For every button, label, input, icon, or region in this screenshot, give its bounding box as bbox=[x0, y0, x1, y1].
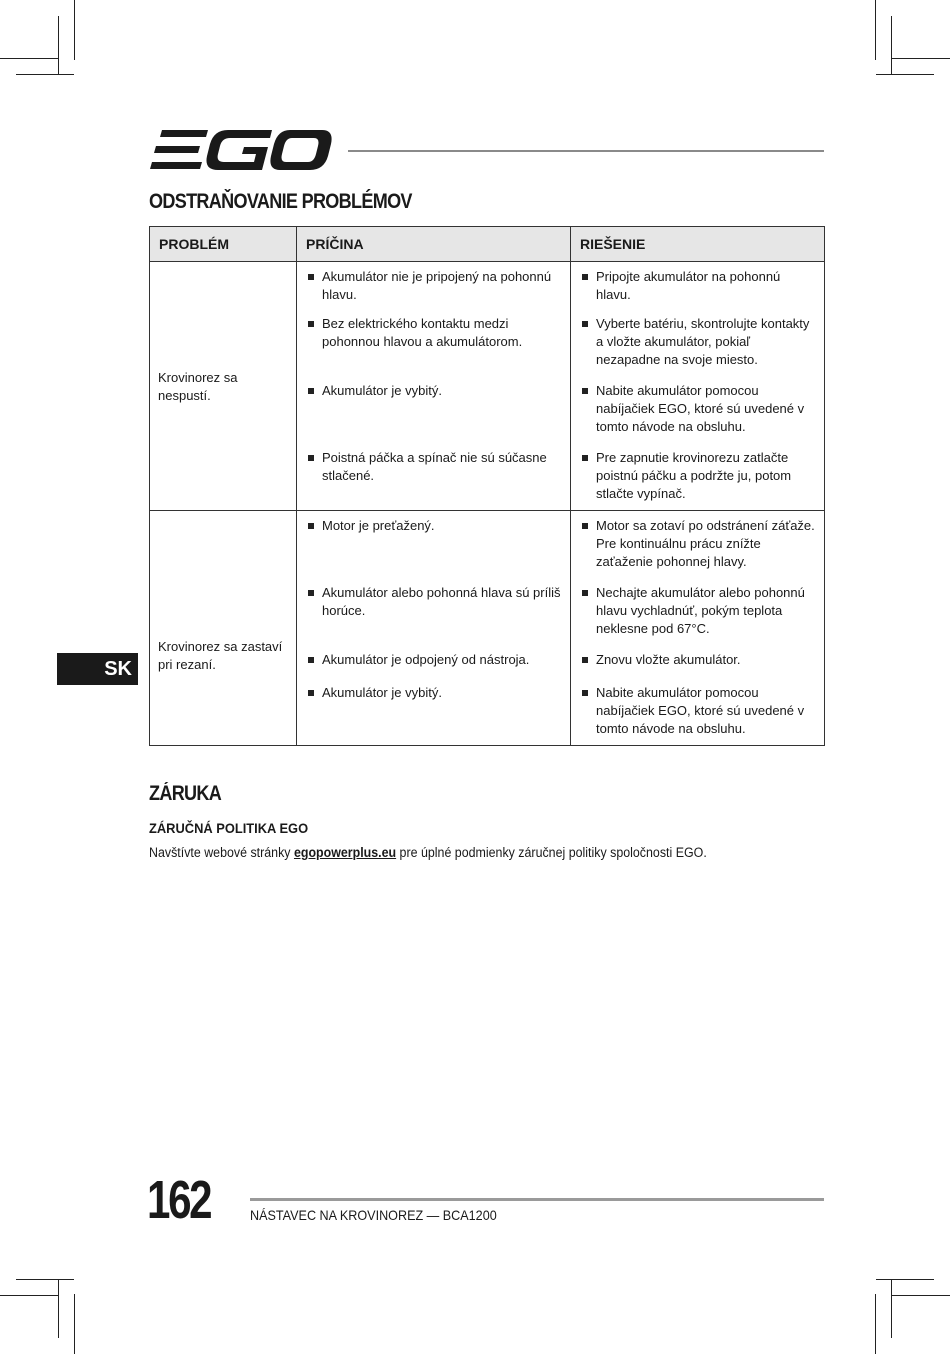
crop-mark bbox=[891, 1280, 892, 1338]
problem-cell: Krovinorez sa nespustí. bbox=[150, 262, 297, 511]
header-problem: PROBLÉM bbox=[150, 227, 297, 262]
solution-item: Nabite akumulátor pomocou nabíjačiek EGO, ktoré sú uvedené v tomto návode na obsluhu. bbox=[579, 684, 816, 738]
cause-item: Akumulátor je vybitý. bbox=[305, 382, 562, 400]
cause-item: Poistná páčka a spínač nie sú súčasne stlačené. bbox=[305, 449, 562, 485]
warranty-subtitle: ZÁRUČNÁ POLITIKA EGO bbox=[149, 820, 309, 836]
header-solution: RIEŠENIE bbox=[571, 227, 825, 262]
table-header-row bbox=[150, 227, 825, 262]
cause-item: Motor je preťažený. bbox=[305, 517, 562, 535]
warranty-text bbox=[149, 845, 707, 860]
crop-mark bbox=[16, 74, 74, 75]
warranty-text-before: Navštívte webové stránky bbox=[149, 845, 294, 860]
crop-mark bbox=[875, 0, 876, 60]
troubleshooting-table bbox=[149, 226, 825, 746]
solution-item: Pripojte akumulátor na pohonnú hlavu. bbox=[579, 268, 816, 304]
solution-item: Nechajte akumulátor alebo pohonnú hlavu vychladnúť, pokým teplota neklesne pod 67°C. bbox=[579, 584, 816, 638]
crop-mark bbox=[0, 58, 58, 59]
solution-item: Vyberte batériu, skontrolujte kontakty a vložte akumulátor, pokiaľ nezapadne na svoje miesto. bbox=[579, 315, 816, 369]
solution-item: Nabite akumulátor pomocou nabíjačiek EGO, ktoré sú uvedené v tomto návode na obsluhu. bbox=[579, 382, 816, 436]
table-row bbox=[150, 262, 825, 310]
solution-item: Znovu vložte akumulátor. bbox=[579, 651, 816, 669]
cause-item: Bez elektrického kontaktu medzi pohonnou hlavou a akumulátorom. bbox=[305, 315, 562, 351]
crop-mark bbox=[891, 16, 892, 74]
footer-doc-title: NÁSTAVEC NA KROVINOREZ — BCA1200 bbox=[250, 1207, 497, 1223]
crop-mark bbox=[876, 74, 934, 75]
crop-mark bbox=[74, 1294, 75, 1354]
header-rule bbox=[348, 150, 824, 152]
page-number: 162 bbox=[147, 1170, 211, 1230]
crop-mark bbox=[875, 1294, 876, 1354]
warranty-link[interactable]: egopowerplus.eu bbox=[293, 845, 397, 860]
cause-item: Akumulátor alebo pohonná hlava sú príliš horúce. bbox=[305, 584, 562, 620]
solution-item: Pre zapnutie krovinorezu zatlačte poistnú páčku a podržte ju, potom stlačte vypínač. bbox=[579, 449, 816, 503]
solution-item: Motor sa zotaví po odstránení záťaže. Pre kontinuálnu prácu znížte zaťaženie pohonnej hlavy. bbox=[579, 517, 816, 571]
warranty-text-after: pre úplné podmienky záručnej politiky spoločnosti EGO. bbox=[396, 845, 707, 860]
table-row bbox=[150, 511, 825, 579]
cause-item: Akumulátor je vybitý. bbox=[305, 684, 562, 702]
cause-item: Akumulátor je odpojený od nástroja. bbox=[305, 651, 562, 669]
crop-mark bbox=[0, 1295, 58, 1296]
language-tab: SK bbox=[57, 653, 138, 685]
section-title-warranty: ZÁRUKA bbox=[149, 782, 222, 805]
crop-mark bbox=[58, 16, 59, 74]
header-cause: PRÍČINA bbox=[297, 227, 571, 262]
ego-logo bbox=[150, 128, 332, 172]
crop-mark bbox=[16, 1279, 74, 1280]
crop-mark bbox=[876, 1279, 934, 1280]
section-title-troubleshooting: ODSTRAŇOVANIE PROBLÉMOV bbox=[149, 190, 412, 213]
cause-item: Akumulátor nie je pripojený na pohonnú hlavu. bbox=[305, 268, 562, 304]
crop-mark bbox=[892, 1295, 950, 1296]
crop-mark bbox=[892, 58, 950, 59]
footer-rule bbox=[250, 1198, 824, 1201]
problem-cell: Krovinorez sa zastaví pri rezaní. bbox=[150, 511, 297, 746]
crop-mark bbox=[74, 0, 75, 60]
crop-mark bbox=[58, 1280, 59, 1338]
